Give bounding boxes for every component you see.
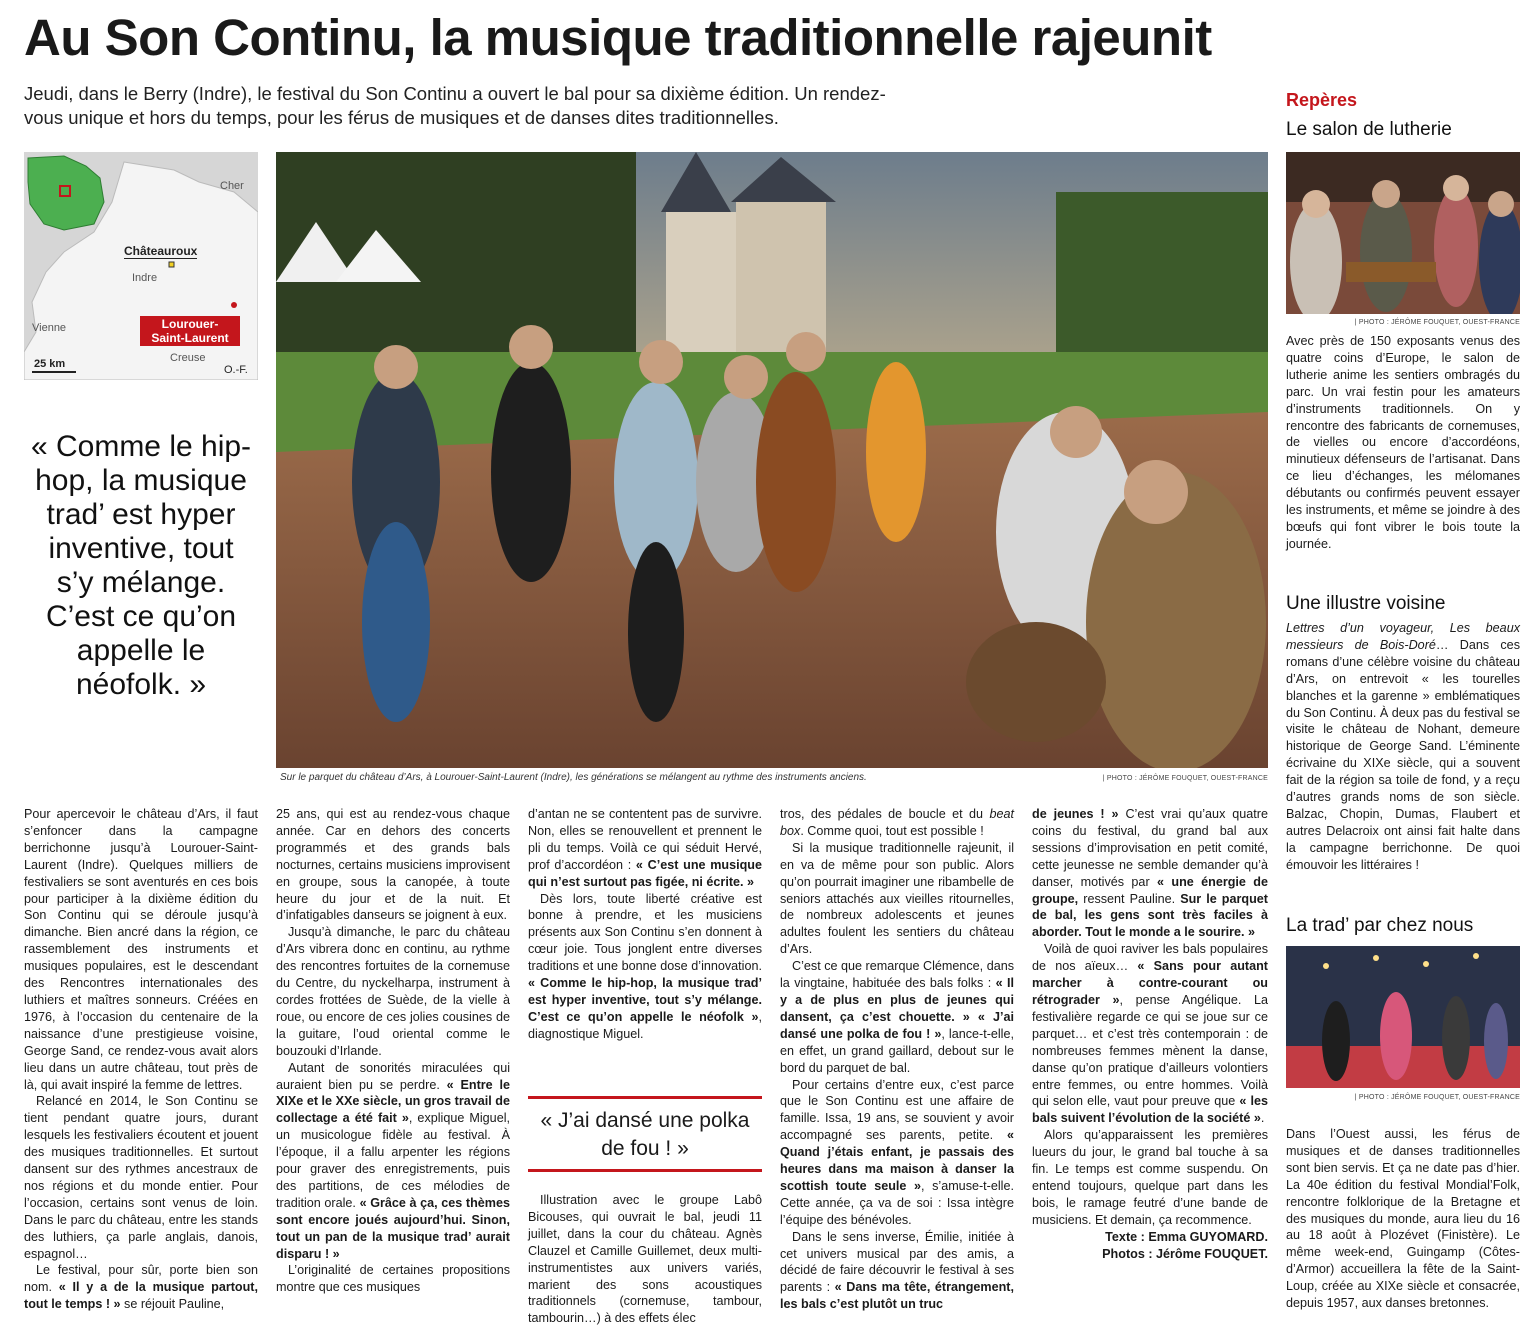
- photo-credit: | PHOTO : JÉRÔME FOUQUET, OUEST-FRANCE: [1102, 775, 1268, 782]
- col5-p2-quote: « Sans pour autant marcher à contre-courant ou rétrograder »: [1032, 959, 1268, 1007]
- map-label-chateauroux: Châteauroux: [124, 244, 198, 258]
- col5-paragraph-2: [1032, 941, 1268, 1127]
- byline-photos: Photos : Jérôme FOUQUET.: [1102, 1246, 1268, 1261]
- col3-p2-text: Dès lors, toute liberté créative est bonne à prendre, et les musiciens présents aux Son Continu s’en donnent à cœur joie. Tous jonglent entre diverses traditions et une bonne dose d’innovation.: [528, 891, 762, 974]
- sidebar-voisine-titles: Lettres d’un voyageur, Les beaux messieurs de Bois-Doré: [1286, 621, 1520, 652]
- col3-p2-quote: « Comme le hip-hop, la musique trad’ est hyper inventive, tout s’y mélange. C’est ce qu’on appelle le néofolk »: [528, 976, 762, 1024]
- sidebar-photo-festival: [1286, 946, 1520, 1088]
- article-column-1: [24, 806, 258, 1313]
- article-column-4: [780, 806, 1014, 1313]
- col3-paragraph-2: [528, 891, 762, 1043]
- col4-p1-end: . Comme quoi, tout est possible !: [800, 823, 984, 838]
- col4-p3-quote: « Il y a de plus en plus de jeunes qui dansent, ça c’est chouette. »: [780, 976, 1014, 1024]
- map-label-cher: Cher: [220, 180, 244, 192]
- col4-p1-text: tros, des pédales de boucle et du: [780, 807, 990, 821]
- col5-p1-quote: de jeunes ! »: [1032, 807, 1119, 821]
- map-source: O.-F.: [224, 364, 248, 376]
- col4-paragraph-4: [780, 1077, 1014, 1229]
- col4-paragraph-5: [780, 1229, 1014, 1314]
- sidebar-para-lutherie: Avec près de 150 exposants venus des quatre coins d’Europe, le salon de lutherie anime les sentiers ombragés du parc. Un vrai festin pour les amateurs d’instruments traditionnels. On y rencontre des fabricants de cornemuses, de vielles ou encore d’accordéons, minutieux défenseurs de l’artisanat. Dans ce lieu d’échanges, les mélomanes débutants ou confirmés peuvent essayer les instruments, et même se joindre à des bœufs qui font vibrer le bois toute la journée.: [1286, 334, 1520, 551]
- col5-paragraph-3: Alors qu’apparaissent les premières lueurs du jour, le grand bal touche à sa fin. Le temps est comme suspendu. On entend toujours, quelque part dans les bois, le ramage feutré d’une bande de musiciens. Et demain, ça recommence.: [1032, 1128, 1268, 1227]
- col1-paragraph-1: Pour apercevoir le château d’Ars, il faut s’enfoncer dans la campagne berrichonne jusqu’à Lourouer-Saint-Laurent (Indre). Quelques milliers de festivaliers se sont aventurés en ces bois pour participer à la dixième édition du Son Continu qui se déroule jusqu’à dimanche. Bien ancré dans la région, ce rassemblement des instruments et musiques populaires, est le descendant des Rencontres internationales des luthiers et maîtres sonneurs. Créées en 1976, à l’occasion du centenaire de la naissance d’une prestigieuse voisine, George Sand, ce rendez-vous avait alors lieu dans un autre château, tout près de là, qui avait inspiré la femme de lettres.: [24, 807, 258, 1092]
- col5-p1-quote3: Sur le parquet de bal, les gens sont très faciles à aborder. Tout le monde a le sourire. »: [1032, 891, 1268, 940]
- col5-p1-mid: ressent Pauline.: [1078, 891, 1181, 906]
- col3-p2-end: , diagnostique Miguel.: [528, 1009, 762, 1041]
- article-column-3: [528, 806, 762, 1043]
- map-town-label: [140, 316, 240, 346]
- sidebar-heading-voisine: Une illustre voisine: [1286, 593, 1446, 614]
- sidebar-photo-lutherie: [1286, 152, 1520, 314]
- map-town-line1: Lourouer-: [161, 317, 219, 331]
- col1-p3-quote: « Il y a de la musique partout, tout le temps ! »: [24, 1280, 258, 1312]
- col2-p3-mid: , explique Miguel, un musicologue fidèle au festival. À l’époque, il a fallu arpenter les régions pour graver des enregistrements, puis des partitions, de ces mélodies de tradition orale.: [276, 1111, 510, 1210]
- col4-p4-end: , s’amuse-t-elle. Cette année, ça va de soi : Issa intègre l’équipe des bénévoles.: [780, 1178, 1014, 1227]
- inline-quote: « J’ai dansé une polka de fou ! »: [528, 1096, 762, 1172]
- standfirst: Jeudi, dans le Berry (Indre), le festival du Son Continu a ouvert le bal pour sa dixième édition. Un rendez-vous unique et hors du temps, pour les férus de musiques et de danses dites traditionnelles.: [24, 83, 886, 128]
- col5-paragraph-1: [1032, 806, 1268, 941]
- col5-p2-text: Voilà de quoi raviver les bals populaires de nos aïeux…: [1032, 942, 1268, 974]
- sidebar-heading-lutherie: Le salon de lutherie: [1286, 119, 1452, 140]
- col5-p1-quote2: « une énergie de groupe,: [1032, 874, 1269, 906]
- article-column-3-bottom: [528, 1192, 762, 1327]
- sidebar-photo-credit-1: | PHOTO : JÉRÔME FOUQUET, OUEST-FRANCE: [1354, 319, 1520, 326]
- main-photo-illustration: [276, 152, 1268, 768]
- col4-p5-text: Dans le sens inverse, Émilie, initiée à cet univers musical par des amis, a décidé de faire découvrir le festival à ses parents :: [780, 1229, 1014, 1295]
- col4-p3-quote2: « J’ai dansé une polka de fou ! »: [780, 1009, 1014, 1041]
- col4-p3-space: [970, 1010, 978, 1024]
- col1-p3-text: Le festival, pour sûr, porte bien son nom.: [24, 1263, 258, 1295]
- article-column-2: [276, 806, 510, 1296]
- map-scale: 25 km: [34, 358, 66, 370]
- locator-map: [24, 152, 258, 380]
- sidebar-photo-festival-illustration: [1286, 946, 1520, 1088]
- headline: Au Son Continu, la musique traditionnelle rajeunit: [24, 9, 1212, 66]
- col5-p2-mid: , pense Angélique. La festivalière regarde ce qui se joue sur ce parquet… et c’est très contemporain : de nombreuses femmes mènent la danse, danse qu’on pratique d’ailleurs volontiers entre femmes, ou entre hommes. Voilà qui selon elle, vaut pour preuve que: [1032, 992, 1268, 1109]
- col2-p3-text: Autant de sonorités miraculées qui auraient bien pu se perdre.: [276, 1060, 510, 1092]
- map-label-creuse: Creuse: [170, 352, 206, 364]
- byline-text: Texte : Emma GUYOMARD.: [1105, 1229, 1268, 1244]
- sidebar-label: Repères: [1286, 90, 1358, 110]
- main-photo: [276, 152, 1268, 768]
- col4-p4-quote: « Quand j’étais enfant, je passais des heures dans ma maison à danser la scottish toute seule »: [780, 1128, 1014, 1193]
- photo-caption: Sur le parquet du château d’Ars, à Lourouer-Saint-Laurent (Indre), les générations se mélangent au rythme des instruments anciens.: [280, 772, 867, 783]
- col3-p1-text: d’antan ne se contentent pas de survivre. Non, elles se renouvellent et prennent le pli du temps. Voilà ce qui séduit Hervé, prof d’accordéon :: [528, 807, 762, 872]
- article-column-5: [1032, 806, 1268, 1262]
- col1-p3-end: se réjouit Pauline,: [120, 1297, 225, 1312]
- col2-p3-quote2: « Grâce à ça, ces thèmes sont encore joués aujourd’hui. Sinon, tout un pan de la musique trad’ aurait disparu ! »: [276, 1195, 511, 1261]
- map-town-line2: Saint-Laurent: [151, 331, 229, 345]
- sidebar-text-voisine: [1286, 620, 1520, 874]
- col5-p2-end: .: [1260, 1111, 1265, 1126]
- col5-p2-quote2: « les bals suivent l’évolution de la société »: [1032, 1094, 1268, 1126]
- col2-p3-quote: « Entre le XIXe et le XXe siècle, un gros travail de collectage a été fait »: [276, 1077, 511, 1126]
- col4-p1-italic: beat box: [780, 807, 1014, 838]
- col3-paragraph-1: [528, 806, 762, 891]
- map-label-indre: Indre: [132, 272, 158, 284]
- col2-paragraph-2: Jusqu’à dimanche, le parc du château d’Ars vibrera donc en continu, au rythme des rencontres fortuites de la cornemuse du Centre, du nyckelharpa, instrument à cordes frottées de Suède, de la vielle à roue, ou encore de ces jolies cousines de la guitare, l’oud oriental comme le bouzouki d’Irlande.: [276, 925, 510, 1058]
- col4-p5-quote: « Dans ma tête, étrangement, les bals c’est plutôt un truc: [780, 1280, 1014, 1312]
- col2-paragraph-4: L’originalité de certaines propositions montre que ces musiques: [276, 1263, 510, 1295]
- col5-p1-text: C’est vrai qu’aux quatre coins du festival, du grand bal aux sessions d’improvisation en petit comité, cette jeunesse ne semble demander qu’à danser, motivés par: [1032, 807, 1268, 889]
- pull-quote: « Comme le hip-hop, la musique trad’ est hyper inventive, tout s’y mélange. C’est ce qu’on appelle le néofolk. »: [30, 430, 252, 701]
- col4-paragraph-1: [780, 806, 1014, 840]
- sidebar-para-trad: Dans l’Ouest aussi, les férus de musiques et de danses traditionnelles sont bien servis. Et ça ne date pas d’hier. La 40e édition du festival Mondial’Folk, rencontre folklorique de la Bretagne et des musiques du monde, aura lieu du 16 au 18 août à Plozévet (Finistère). Le même week-end, Guingamp (Côtes-d’Armor) accueillera la fête de la Saint-Loup, créée au XIXe siècle et consacrée, depuis 1957, aux danses bretonnes.: [1286, 1127, 1520, 1311]
- col2-paragraph-1: 25 ans, qui est au rendez-vous chaque année. Car en dehors des concerts programmés et des grands bals nocturnes, certains musiciens improvisent en groupe, sous la canopée, à toute heure du jour et de la nuit. Et d’infatigables danseurs se joignent à eux.: [276, 807, 510, 923]
- sidebar-photo-credit-2: | PHOTO : JÉRÔME FOUQUET, OUEST-FRANCE: [1354, 1094, 1520, 1101]
- col4-paragraph-2: Si la musique traditionnelle rajeunit, il en va de même pour son public. Alors qu’on pourrait imaginer une ribambelle de seniors attachés aux vieilles ritournelles, de nombreux adolescents et jeunes adultes foulent les sentiers du château d’Ars.: [780, 840, 1014, 957]
- sidebar-voisine-body: … Dans ces romans d’une célèbre voisine du château d’Ars, on entrevoit « les tourelles blanches et la garenne » emblématiques du Son Continu. À deux pas du festival se visite le château de Nohant, demeure historique de George Sand. L’éminente écrivaine du XIXe siècle, qui a souvent fait de la région sa toile de fond, y a reçu d’autres grands noms de son siècle. Balzac, Chopin, Dumas, Flaubert et autres Delacroix ont ainsi fait halte dans la campagne berrichonne. De quoi émouvoir les littéraires !: [1286, 637, 1520, 872]
- col3b-paragraph-1: Illustration avec le groupe Labô Bicouses, qui ouvrait le bal, jeudi 11 juillet, dans la cour du château. Agnès Clauzel et Camille Guillemet, deux multi-instrumentistes aux univers variés, marient des sons acoustiques traditionnels (cornemuse, tambour, tambourin…) à des effets élec: [528, 1193, 762, 1326]
- col1-paragraph-2: Relancé en 2014, le Son Continu se tient pendant quatre jours, durant lesquels les festivaliers écoutent et jouent des musiques traditionnelles. Et surtout dansent sur des rythmes ancestraux de nos régions et du monde entier. Pour l’occasion, certains sont venus de loin. Dans le parc du château, entre les stands des luthiers, ça parle anglais, danois, espagnol…: [24, 1094, 258, 1261]
- col4-p4-text: Pour certains d’entre eux, c’est parce que le Son Continu est une affaire de famille. Issa, 19 ans, se souvient y avoir accompagné ses parents, petite.: [780, 1077, 1014, 1143]
- sidebar-photo-lutherie-illustration: [1286, 152, 1520, 314]
- map-label-vienne: Vienne: [32, 322, 67, 334]
- col3-p1-quote: « C’est une musique qui n’est surtout pas figée, ni écrite. »: [528, 857, 762, 889]
- sidebar-text-lutherie: [1286, 333, 1520, 553]
- sidebar-para-voisine: [1286, 620, 1520, 874]
- col1-paragraph-3: [24, 1262, 258, 1313]
- col4-p3-end: , lance-t-elle, en effet, un grand gaillard, debout sur le bord du parquet de bal.: [780, 1026, 1014, 1075]
- sidebar-heading-trad: La trad’ par chez nous: [1286, 915, 1474, 936]
- col4-paragraph-3: [780, 958, 1014, 1076]
- col2-paragraph-3: [276, 1060, 510, 1263]
- col4-p3-text: C’est ce que remarque Clémence, dans la vingtaine, habituée des bals folks :: [780, 959, 1014, 991]
- sidebar-text-trad: [1286, 1126, 1520, 1312]
